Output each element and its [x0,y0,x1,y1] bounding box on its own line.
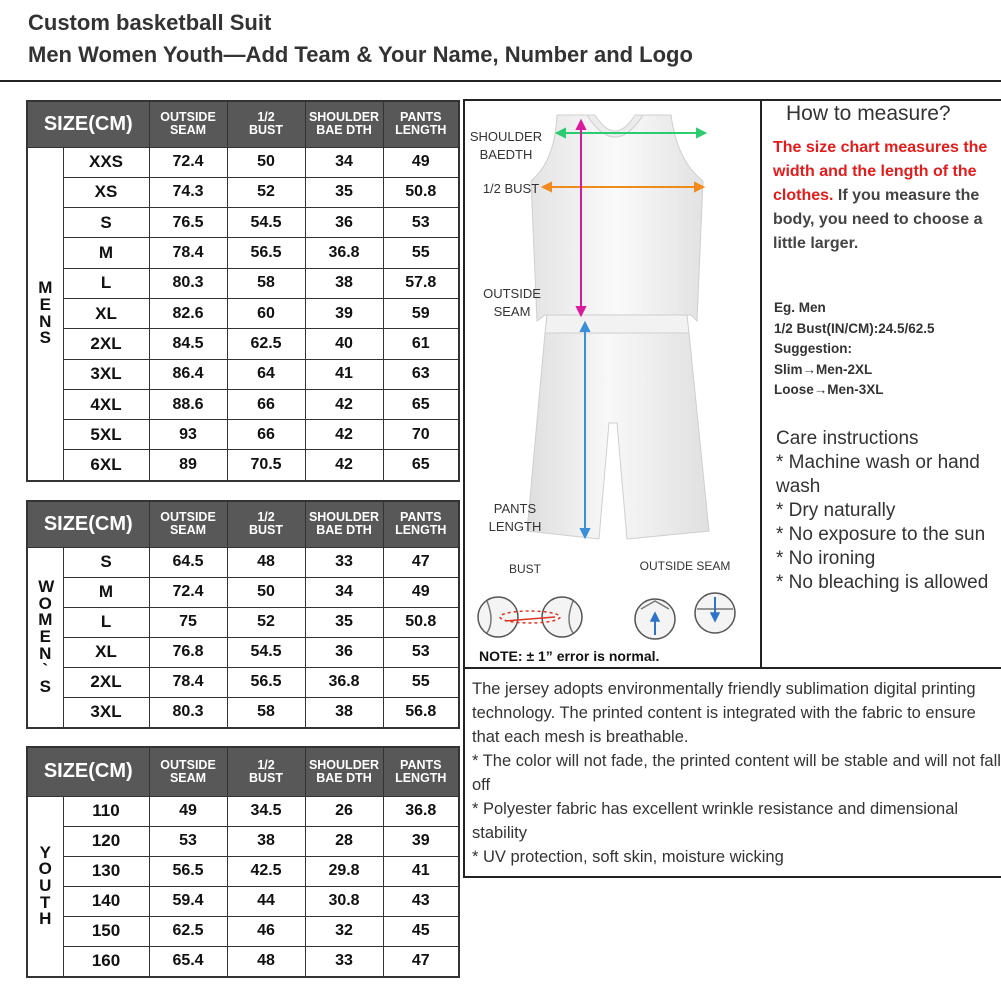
care-item: * Machine wash or hand wash [776,452,980,497]
jersey-shirt [531,115,703,321]
measure-cell: 55 [383,238,459,268]
category-label: YOUTH [27,796,63,977]
pants-length-header: PANTS LENGTH [383,501,459,547]
measure-cell: 50 [227,577,305,607]
table-row [27,238,459,268]
measure-cell: 38 [227,826,305,856]
page-title: Custom basketball Suit [28,10,272,35]
measure-cell: 42 [305,389,383,419]
size-cell: S [63,547,149,577]
measure-cell: 74.3 [149,177,227,207]
measure-cell: 60 [227,298,305,328]
diagram-bottom-rule [463,876,1001,878]
measure-cell: 54.5 [227,208,305,238]
diagram-mid-rule [463,667,1001,669]
size-cell: 5XL [63,420,149,450]
size-cell: 2XL [63,329,149,359]
table-row [27,420,459,450]
measure-cell: 78.4 [149,667,227,697]
table-row [27,577,459,607]
care-instructions [776,427,996,595]
how-to-measure-red-text: The size chart measures the width and the length of the clothes. If you measure the body, you need to choose a little larger. [773,139,988,252]
shoulder-header: SHOULDER BAE DTH [305,101,383,147]
measure-cell: 55 [383,667,459,697]
measure-cell: 50.8 [383,177,459,207]
measure-cell: 34.5 [227,796,305,826]
outside-seam-label: OUTSIDE SEAM [483,286,541,319]
measure-cell: 80.3 [149,697,227,728]
fabric-point: * The color will not fade, the printed content will be stable and will not fall off [472,752,1001,794]
bust-measure-icon [478,597,582,637]
measure-cell: 66 [227,389,305,419]
measure-cell: 64.5 [149,547,227,577]
measure-cell: 84.5 [149,329,227,359]
fabric-point: * Polyester fabric has excellent wrinkle resistance and dimensional stability [472,800,959,842]
jersey-shorts [527,333,709,539]
size-header: SIZE(CM) [27,501,149,547]
measure-cell: 59 [383,298,459,328]
category-label: MENS [27,147,63,481]
table-row [27,607,459,637]
measure-cell: 39 [383,826,459,856]
page-subtitle: Men Women Youth—Add Team & Your Name, Number and Logo [28,42,693,67]
measure-cell: 30.8 [305,886,383,916]
size-cell: 130 [63,856,149,886]
table-row [27,547,459,577]
shoulder-label: SHOULDER BAEDTH [469,129,543,162]
size-cell: XL [63,298,149,328]
measure-cell: 49 [383,577,459,607]
fabric-description [472,677,1001,869]
measure-cell: 89 [149,450,227,481]
measure-cell: 49 [383,147,459,177]
measure-cell: 33 [305,946,383,977]
size-cell: 4XL [63,389,149,419]
table-row [27,177,459,207]
measure-cell: 26 [305,796,383,826]
measure-cell: 41 [383,856,459,886]
measure-cell: 58 [227,697,305,728]
fabric-intro: The jersey adopts environmentally friendly sublimation digital printing technology. The printed content is integrated with the fabric to ensure that each mesh is breathable. [472,680,976,746]
measure-cell: 62.5 [227,329,305,359]
outside-seam-measure-icon [635,593,735,639]
measure-cell: 65 [383,389,459,419]
measure-cell: 39 [305,298,383,328]
measure-cell: 36 [305,637,383,667]
measure-cell: 56.5 [227,238,305,268]
diagram-right-rule [760,99,762,668]
measure-cell: 32 [305,916,383,946]
measure-cell: 48 [227,547,305,577]
table-row [27,359,459,389]
care-item: * No exposure to the sun [776,524,986,545]
measure-cell: 78.4 [149,238,227,268]
outside-seam-header: OUTSIDE SEAM [149,101,227,147]
size-cell: XXS [63,147,149,177]
measure-cell: 72.4 [149,147,227,177]
table-row [27,389,459,419]
measure-example: Eg. Men 1/2 Bust(IN/CM):24.5/62.5 Suggestion: Slim→Men-2XL Loose→Men-3XL [774,300,935,397]
table-row [27,667,459,697]
size-cell: 120 [63,826,149,856]
table-row [27,946,459,977]
pants-length-header: PANTS LENGTH [383,747,459,796]
measure-cell: 36.8 [305,238,383,268]
measure-cell: 28 [305,826,383,856]
measure-cell: 47 [383,946,459,977]
measure-cell: 76.5 [149,208,227,238]
measure-cell: 56.5 [227,667,305,697]
table-row [27,208,459,238]
measure-cell: 29.8 [305,856,383,886]
size-cell: XL [63,637,149,667]
size-cell: M [63,238,149,268]
measure-cell: 42 [305,420,383,450]
measure-cell: 46 [227,916,305,946]
table-row [27,796,459,826]
measure-cell: 35 [305,607,383,637]
shorts-waistband [545,315,689,333]
measure-cell: 53 [383,208,459,238]
measure-cell: 41 [305,359,383,389]
table-row [27,147,459,177]
shoulder-header: SHOULDER BAE DTH [305,747,383,796]
size-cell: 6XL [63,450,149,481]
size-cell: 160 [63,946,149,977]
measure-cell: 86.4 [149,359,227,389]
size-cell: 140 [63,886,149,916]
measure-cell: 82.6 [149,298,227,328]
measure-cell: 49 [149,796,227,826]
table-row [27,916,459,946]
outside-seam-header: OUTSIDE SEAM [149,747,227,796]
size-header: SIZE(CM) [27,747,149,796]
bust-header: 1/2 BUST [227,747,305,796]
measure-cell: 56.5 [149,856,227,886]
measure-cell: 38 [305,268,383,298]
measure-cell: 59.4 [149,886,227,916]
measure-cell: 34 [305,147,383,177]
table-row [27,329,459,359]
size-cell: 2XL [63,667,149,697]
measure-cell: 70.5 [227,450,305,481]
measure-cell: 65 [383,450,459,481]
care-title: Care instructions [776,428,919,449]
measure-cell: 40 [305,329,383,359]
title-divider [0,80,1001,82]
measure-cell: 50.8 [383,607,459,637]
measure-cell: 75 [149,607,227,637]
measure-cell: 52 [227,607,305,637]
measure-cell: 54.5 [227,637,305,667]
outside-seam-caption: OUTSIDE SEAM [639,559,731,573]
pants-length-header: PANTS LENGTH [383,101,459,147]
bust-caption: BUST [508,562,541,576]
size-header: SIZE(CM) [27,101,149,147]
measure-cell: 47 [383,547,459,577]
size-cell: XS [63,177,149,207]
measure-cell: 80.3 [149,268,227,298]
measure-cell: 36.8 [305,667,383,697]
measure-cell: 35 [305,177,383,207]
category-label: WOMEN`S [27,547,63,728]
table-row [27,886,459,916]
bust-label: 1/2 BUST [482,181,540,196]
measure-cell: 33 [305,547,383,577]
measure-cell: 42 [305,450,383,481]
measure-cell: 72.4 [149,577,227,607]
measure-cell: 43 [383,886,459,916]
size-cell: L [63,607,149,637]
measure-cell: 42.5 [227,856,305,886]
measure-cell: 44 [227,886,305,916]
care-item: * No ironing [776,548,876,569]
table-row [27,298,459,328]
table-row [27,856,459,886]
fabric-point: * UV protection, soft skin, moisture wicking [472,848,784,866]
measure-cell: 70 [383,420,459,450]
size-table-mens [26,100,460,482]
size-cell: L [63,268,149,298]
measure-cell: 64 [227,359,305,389]
outside-seam-header: OUTSIDE SEAM [149,501,227,547]
measure-cell: 34 [305,577,383,607]
measure-cell: 52 [227,177,305,207]
measure-cell: 93 [149,420,227,450]
measure-cell: 76.8 [149,637,227,667]
size-table-youth [26,746,460,978]
how-to-measure-title: How to measure? [786,102,951,125]
size-table-womens [26,500,460,729]
measure-cell: 88.6 [149,389,227,419]
measure-cell: 66 [227,420,305,450]
measure-cell: 36 [305,208,383,238]
error-note: NOTE: ± 1” error is normal. [479,648,660,664]
size-cell: 3XL [63,697,149,728]
care-item: * Dry naturally [776,500,896,521]
table-row [27,826,459,856]
bust-header: 1/2 BUST [227,501,305,547]
measure-cell: 61 [383,329,459,359]
care-item: * No bleaching is allowed [776,572,989,593]
measure-cell: 58 [227,268,305,298]
size-cell: 3XL [63,359,149,389]
bust-header: 1/2 BUST [227,101,305,147]
table-row [27,268,459,298]
size-cell: S [63,208,149,238]
size-cell: M [63,577,149,607]
measure-cell: 50 [227,147,305,177]
measure-cell: 48 [227,946,305,977]
measure-cell: 65.4 [149,946,227,977]
measure-cell: 56.8 [383,697,459,728]
measure-cell: 57.8 [383,268,459,298]
table-row [27,697,459,728]
measure-cell: 63 [383,359,459,389]
size-cell: 110 [63,796,149,826]
measure-cell: 53 [383,637,459,667]
size-cell: 150 [63,916,149,946]
measure-cell: 62.5 [149,916,227,946]
shoulder-header: SHOULDER BAE DTH [305,501,383,547]
measure-cell: 36.8 [383,796,459,826]
table-row [27,637,459,667]
pants-length-label: PANTS LENGTH [488,501,542,534]
measure-cell: 38 [305,697,383,728]
measure-cell: 53 [149,826,227,856]
table-row [27,450,459,481]
measure-cell: 45 [383,916,459,946]
